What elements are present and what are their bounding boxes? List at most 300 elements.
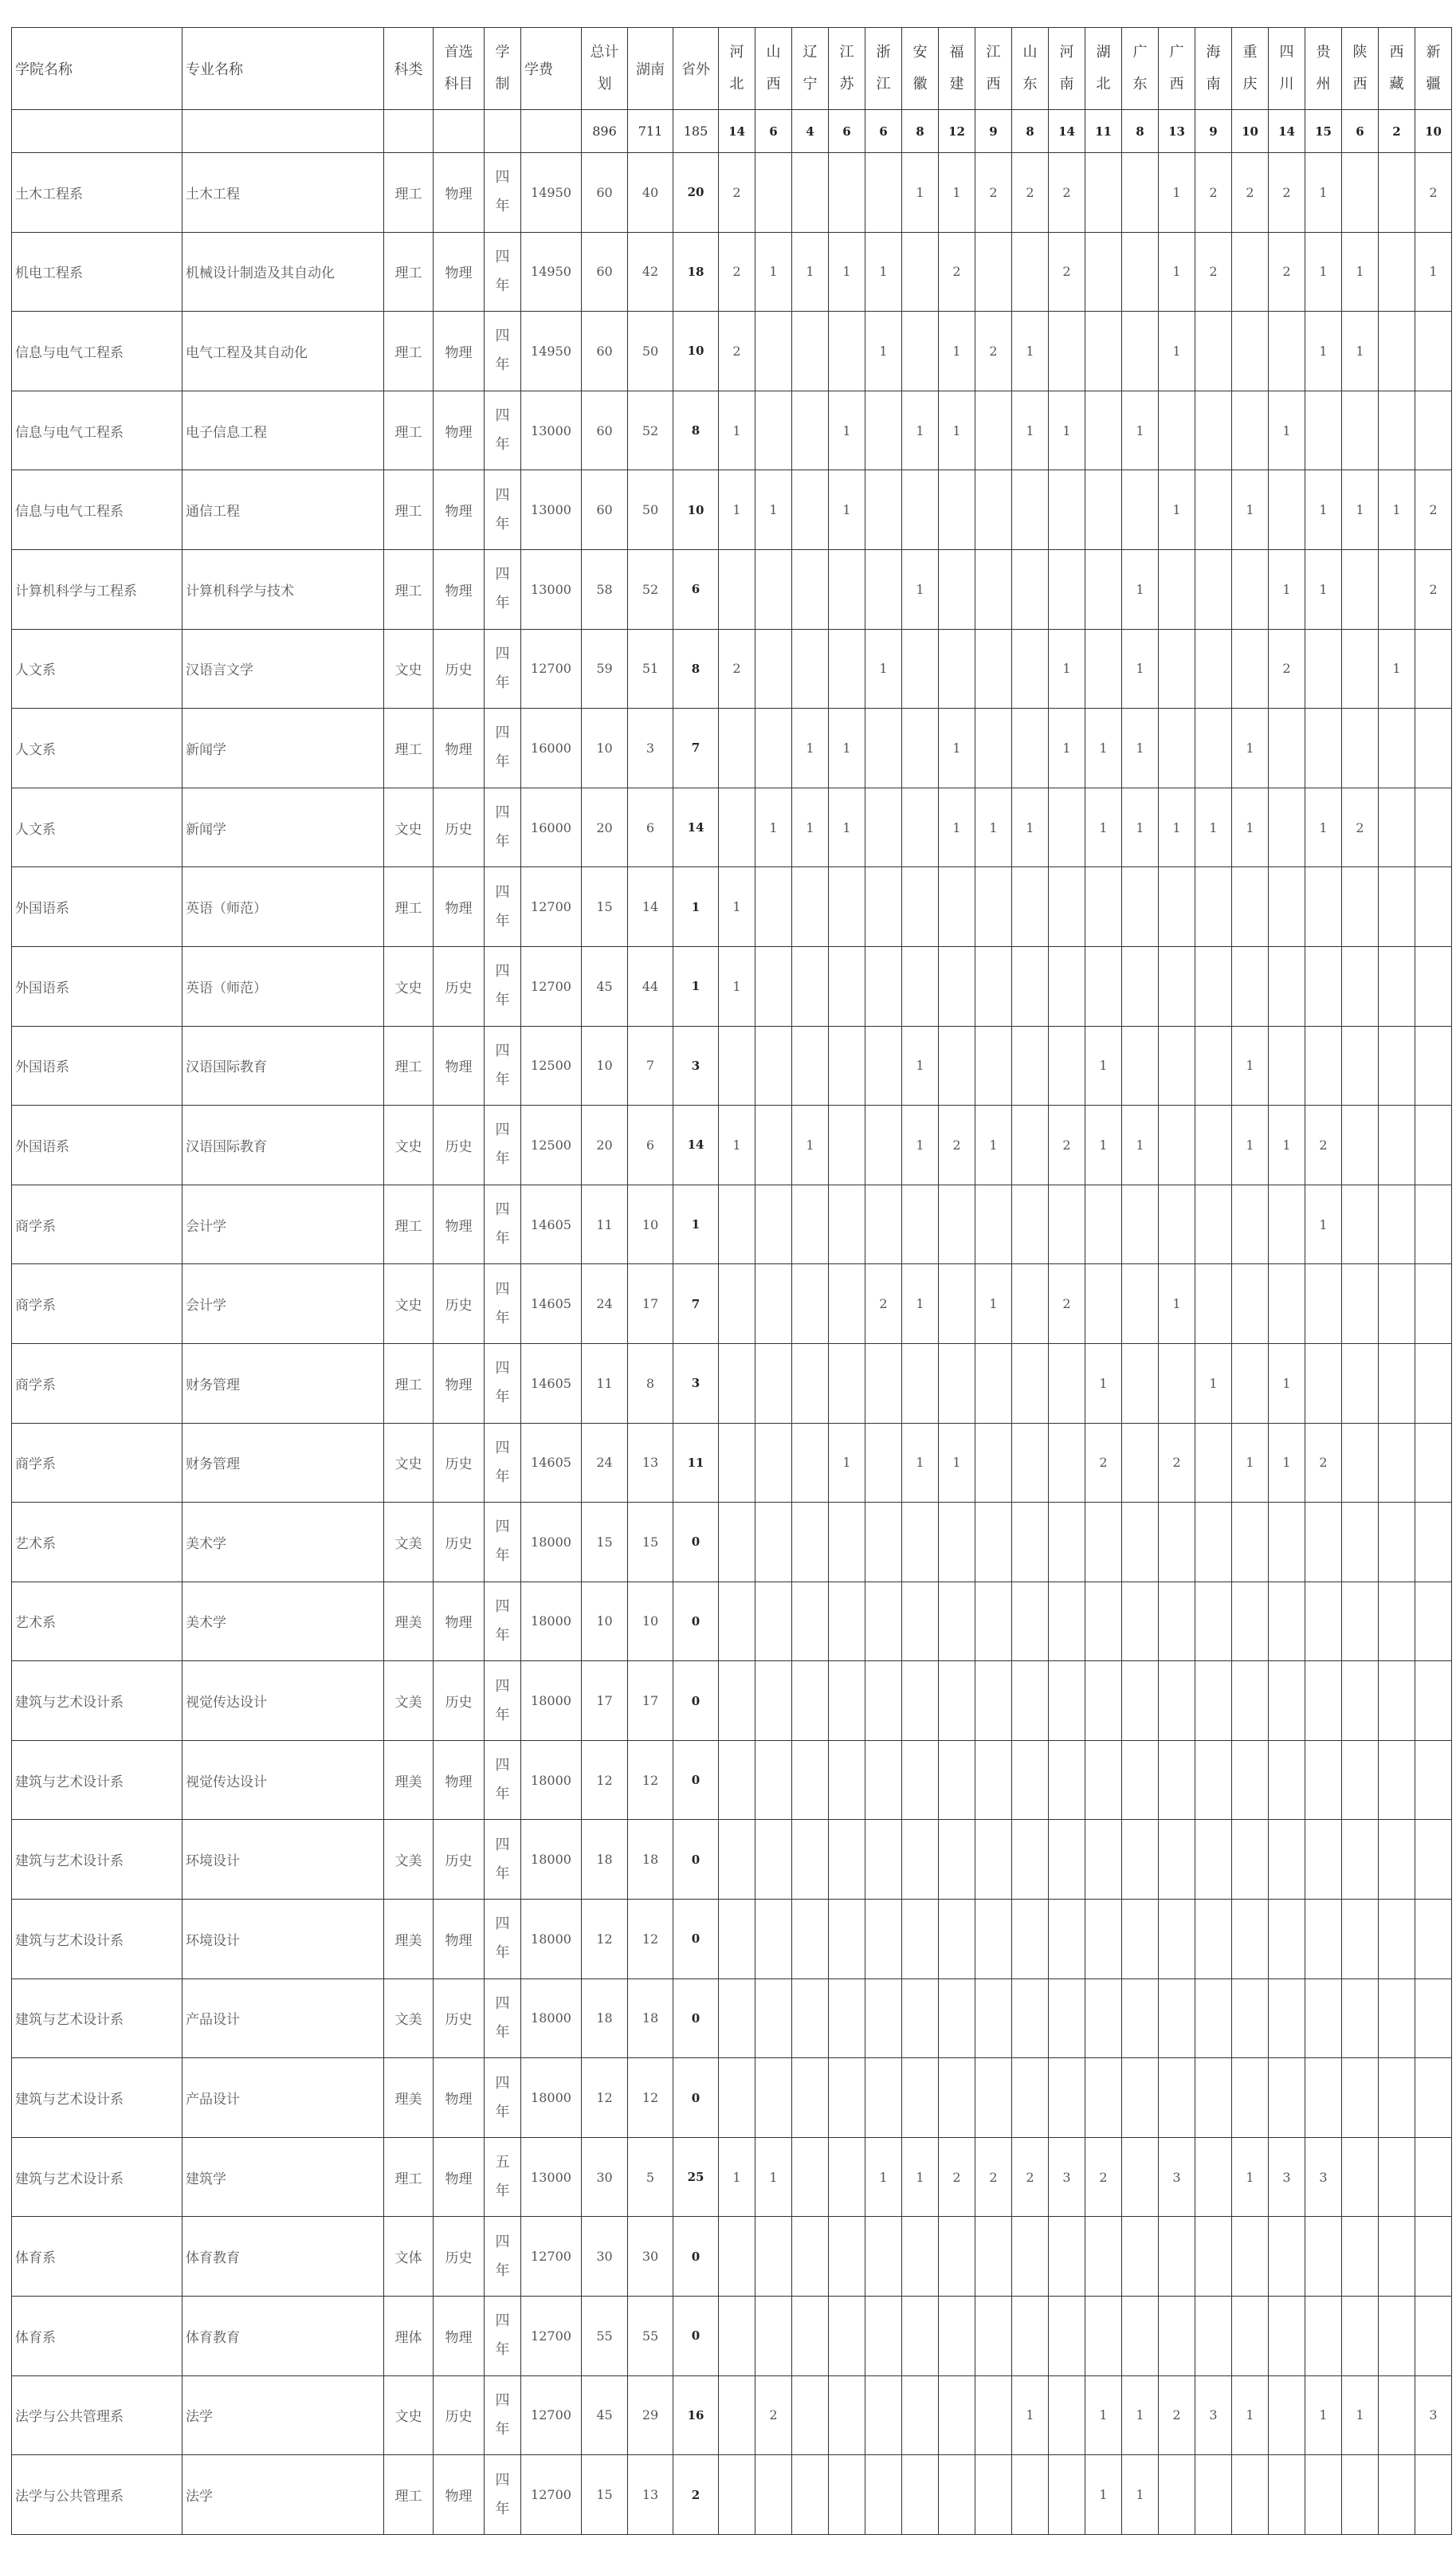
province-cell <box>865 1185 902 1264</box>
fee-cell: 12500 <box>521 1106 582 1185</box>
province-cell: 2 <box>1195 153 1232 233</box>
hunan-cell: 12 <box>628 2058 673 2138</box>
province-cell <box>1122 470 1159 550</box>
subject-cell: 物理 <box>434 2297 485 2376</box>
province-cell: 1 <box>1159 1264 1195 1344</box>
province-cell: 1 <box>755 2137 792 2217</box>
province-char: 建 <box>949 76 964 92</box>
province-cell <box>792 2375 829 2455</box>
province-cell <box>1379 1582 1415 1661</box>
province-cell <box>865 1820 902 1900</box>
province-cell <box>1342 946 1379 1026</box>
province-cell <box>939 2217 975 2297</box>
province-cell: 1 <box>1415 232 1452 312</box>
subject-cell: 历史 <box>434 1264 485 1344</box>
province-total: 12 <box>939 110 975 153</box>
hunan-cell: 3 <box>628 709 673 788</box>
major-cell: 英语（师范） <box>182 867 384 947</box>
province-cell <box>1122 867 1159 947</box>
total-cell: 12 <box>582 1740 628 1820</box>
hunan-cell: 29 <box>628 2375 673 2455</box>
province-cell <box>1012 709 1049 788</box>
province-cell <box>1159 1661 1195 1741</box>
province-header <box>829 28 865 110</box>
subject-header-line2: 科目 <box>444 76 473 92</box>
province-cell <box>1122 1423 1159 1503</box>
major-cell: 美术学 <box>182 1582 384 1661</box>
duration-cell <box>485 312 521 391</box>
province-cell <box>939 1661 975 1741</box>
province-cell <box>1122 312 1159 391</box>
college-cell: 建筑与艺术设计系 <box>12 1740 182 1820</box>
province-cell <box>1342 1343 1379 1423</box>
province-cell: 2 <box>975 2137 1012 2217</box>
major-cell: 会计学 <box>182 1185 384 1264</box>
province-cell <box>1305 1820 1342 1900</box>
major-cell: 土木工程 <box>182 153 384 233</box>
province-cell <box>1195 1740 1232 1820</box>
hunan-cell: 10 <box>628 1582 673 1661</box>
province-cell <box>755 1026 792 1106</box>
province-cell <box>719 1740 755 1820</box>
duration-char: 四 <box>495 328 510 345</box>
province-char: 浙 <box>876 44 891 61</box>
major-cell: 产品设计 <box>182 2058 384 2138</box>
college-cell: 商学系 <box>12 1423 182 1503</box>
province-cell <box>755 1423 792 1503</box>
province-cell <box>1269 946 1305 1026</box>
province-cell <box>939 1582 975 1661</box>
duration-char: 四 <box>495 248 510 265</box>
province-cell <box>865 2217 902 2297</box>
province-cell <box>1232 1740 1269 1820</box>
province-cell: 2 <box>1159 2375 1195 2455</box>
province-char: 陕 <box>1352 44 1368 61</box>
province-cell <box>1269 1264 1305 1344</box>
category-cell: 理工 <box>384 1026 434 1106</box>
province-cell <box>865 470 902 550</box>
province-cell <box>1342 1900 1379 1979</box>
province-cell: 1 <box>939 312 975 391</box>
province-cell: 3 <box>1195 2375 1232 2455</box>
province-cell <box>1195 1820 1232 1900</box>
province-cell <box>1122 2137 1159 2217</box>
province-header <box>1232 28 1269 110</box>
college-cell: 建筑与艺术设计系 <box>12 1978 182 2058</box>
table-row <box>12 1900 1452 1979</box>
hunan-cell: 6 <box>628 788 673 867</box>
province-cell <box>1305 2455 1342 2535</box>
province-cell: 1 <box>1159 788 1195 867</box>
province-cell <box>1379 1900 1415 1979</box>
province-cell: 1 <box>902 153 939 233</box>
duration-char: 四 <box>495 963 510 980</box>
province-cell <box>1342 629 1379 709</box>
province-cell <box>829 1185 865 1264</box>
hunan-cell: 6 <box>628 1106 673 1185</box>
province-cell <box>865 2375 902 2455</box>
province-cell <box>1159 1106 1195 1185</box>
province-cell <box>1012 2058 1049 2138</box>
province-cell <box>829 2375 865 2455</box>
province-cell <box>719 2217 755 2297</box>
province-cell <box>902 867 939 947</box>
province-cell: 1 <box>1085 2455 1122 2535</box>
table-row <box>12 1661 1452 1741</box>
province-cell <box>829 867 865 947</box>
province-cell: 1 <box>902 549 939 629</box>
province-cell <box>902 2375 939 2455</box>
province-cell <box>1232 1978 1269 2058</box>
major-cell: 法学 <box>182 2455 384 2535</box>
province-cell <box>1342 153 1379 233</box>
province-cell: 1 <box>1012 2375 1049 2455</box>
province-cell <box>1342 2297 1379 2376</box>
province-cell <box>939 2375 975 2455</box>
duration-char: 四 <box>495 725 510 742</box>
category-cell: 文美 <box>384 1978 434 2058</box>
outside-cell: 0 <box>673 1978 719 2058</box>
province-cell <box>1012 1423 1049 1503</box>
province-cell <box>1159 1185 1195 1264</box>
province-cell <box>1122 1264 1159 1344</box>
province-cell: 1 <box>1049 629 1085 709</box>
province-cell <box>1269 1978 1305 2058</box>
subject-cell: 物理 <box>434 1740 485 1820</box>
total-header-line1: 总计 <box>590 44 619 61</box>
province-cell: 1 <box>865 629 902 709</box>
province-cell: 3 <box>1415 2375 1452 2455</box>
province-cell <box>975 946 1012 1026</box>
province-cell <box>1012 1185 1049 1264</box>
province-cell <box>902 2455 939 2535</box>
duration-cell <box>485 2375 521 2455</box>
province-cell <box>792 946 829 1026</box>
total-header-line2: 划 <box>597 76 612 92</box>
fee-cell: 14605 <box>521 1423 582 1503</box>
province-cell <box>1085 1661 1122 1741</box>
province-cell <box>1012 232 1049 312</box>
province-cell <box>1232 1264 1269 1344</box>
duration-cell <box>485 629 521 709</box>
province-cell: 2 <box>1085 1423 1122 1503</box>
total-header <box>582 28 628 110</box>
total-cell: 10 <box>582 1582 628 1661</box>
province-cell: 1 <box>1159 470 1195 550</box>
province-cell <box>1049 788 1085 867</box>
province-total: 11 <box>1085 110 1122 153</box>
province-cell <box>1305 2058 1342 2138</box>
duration-char: 年 <box>495 1547 510 1565</box>
empty-cell <box>12 110 182 153</box>
province-cell <box>1232 1503 1269 1582</box>
duration-char: 年 <box>495 1865 510 1882</box>
province-cell <box>1195 1978 1232 2058</box>
province-char: 东 <box>1022 76 1038 92</box>
duration-cell <box>485 1978 521 2058</box>
province-cell <box>1269 788 1305 867</box>
hunan-cell: 13 <box>628 2455 673 2535</box>
category-cell: 理美 <box>384 1900 434 1979</box>
college-cell: 人文系 <box>12 629 182 709</box>
province-cell <box>1379 1185 1415 1264</box>
province-cell: 1 <box>1232 1106 1269 1185</box>
fee-cell: 14950 <box>521 153 582 233</box>
duration-char: 年 <box>495 1309 510 1326</box>
province-cell: 1 <box>719 867 755 947</box>
province-cell: 1 <box>1305 2375 1342 2455</box>
province-cell <box>975 1185 1012 1264</box>
province-cell <box>829 1900 865 1979</box>
province-cell <box>829 1661 865 1741</box>
duration-cell <box>485 1264 521 1344</box>
outside-cell: 8 <box>673 629 719 709</box>
duration-char: 四 <box>495 2233 510 2250</box>
province-cell <box>1415 867 1452 947</box>
major-cell: 机械设计制造及其自动化 <box>182 232 384 312</box>
total-cell: 18 <box>582 1820 628 1900</box>
province-cell <box>719 549 755 629</box>
province-cell <box>1159 709 1195 788</box>
province-cell <box>1012 629 1049 709</box>
province-cell <box>1195 470 1232 550</box>
province-cell <box>1085 1820 1122 1900</box>
province-cell <box>1159 1900 1195 1979</box>
province-cell: 1 <box>1085 709 1122 788</box>
province-cell <box>1159 867 1195 947</box>
province-char: 江 <box>839 44 854 61</box>
table-row <box>12 2058 1452 2138</box>
major-cell: 体育教育 <box>182 2217 384 2297</box>
province-cell <box>975 1582 1012 1661</box>
province-cell: 1 <box>1305 470 1342 550</box>
province-cell: 1 <box>1342 470 1379 550</box>
hunan-cell: 44 <box>628 946 673 1026</box>
province-cell <box>1379 946 1415 1026</box>
duration-char: 年 <box>495 833 510 851</box>
duration-header <box>485 28 521 110</box>
college-cell: 人文系 <box>12 709 182 788</box>
province-cell <box>755 153 792 233</box>
table-row <box>12 1740 1452 1820</box>
province-cell <box>755 549 792 629</box>
province-cell <box>1379 1503 1415 1582</box>
province-cell <box>975 629 1012 709</box>
total-cell: 60 <box>582 232 628 312</box>
total-cell: 17 <box>582 1661 628 1741</box>
province-cell: 1 <box>1379 470 1415 550</box>
province-cell: 2 <box>975 312 1012 391</box>
province-cell <box>1232 391 1269 470</box>
duration-char: 四 <box>495 1916 510 1933</box>
duration-cell <box>485 788 521 867</box>
total-cell: 24 <box>582 1264 628 1344</box>
province-cell <box>1085 2297 1122 2376</box>
province-cell <box>1379 232 1415 312</box>
province-cell <box>1342 867 1379 947</box>
province-cell <box>1159 2455 1195 2535</box>
province-cell <box>865 1740 902 1820</box>
college-cell: 体育系 <box>12 2297 182 2376</box>
province-cell <box>1379 2058 1415 2138</box>
college-cell: 艺术系 <box>12 1582 182 1661</box>
province-char: 江 <box>986 44 1001 61</box>
province-cell <box>719 1343 755 1423</box>
major-cell: 英语（师范） <box>182 946 384 1026</box>
province-char: 安 <box>912 44 928 61</box>
fee-cell: 13000 <box>521 549 582 629</box>
hunan-cell: 55 <box>628 2297 673 2376</box>
outside-cell: 0 <box>673 1661 719 1741</box>
subject-cell: 物理 <box>434 1582 485 1661</box>
province-cell <box>1012 1503 1049 1582</box>
outside-cell: 0 <box>673 2217 719 2297</box>
subject-cell: 历史 <box>434 946 485 1026</box>
grand-total: 896 <box>582 110 628 153</box>
province-cell: 1 <box>1269 1423 1305 1503</box>
province-total: 15 <box>1305 110 1342 153</box>
major-cell: 视觉传达设计 <box>182 1661 384 1741</box>
province-cell <box>939 629 975 709</box>
province-cell <box>1195 2137 1232 2217</box>
total-cell: 55 <box>582 2297 628 2376</box>
province-cell: 1 <box>1122 2375 1159 2455</box>
province-cell <box>1122 153 1159 233</box>
province-cell: 1 <box>902 391 939 470</box>
province-cell <box>1342 2058 1379 2138</box>
duration-cell <box>485 1582 521 1661</box>
province-cell <box>1049 867 1085 947</box>
province-cell: 1 <box>865 312 902 391</box>
province-cell <box>1379 1264 1415 1344</box>
province-cell <box>939 867 975 947</box>
province-cell <box>1085 1978 1122 2058</box>
province-cell <box>1342 1106 1379 1185</box>
fee-cell: 18000 <box>521 1582 582 1661</box>
duration-char: 年 <box>495 753 510 771</box>
category-cell: 理美 <box>384 2058 434 2138</box>
province-cell: 1 <box>1342 2375 1379 2455</box>
total-cell: 11 <box>582 1343 628 1423</box>
hunan-cell: 17 <box>628 1264 673 1344</box>
province-cell <box>1379 549 1415 629</box>
province-cell <box>939 1343 975 1423</box>
fee-cell: 14950 <box>521 312 582 391</box>
province-char: 西 <box>1169 76 1184 92</box>
province-cell <box>1342 1661 1379 1741</box>
province-cell <box>1122 1343 1159 1423</box>
college-cell: 商学系 <box>12 1343 182 1423</box>
province-cell <box>975 1820 1012 1900</box>
hunan-cell: 50 <box>628 312 673 391</box>
table-row <box>12 629 1452 709</box>
province-cell: 1 <box>1232 1026 1269 1106</box>
duration-char: 年 <box>495 1150 510 1168</box>
province-total: 6 <box>865 110 902 153</box>
province-header <box>865 28 902 110</box>
empty-cell <box>384 110 434 153</box>
fee-cell: 18000 <box>521 1503 582 1582</box>
province-cell <box>939 946 975 1026</box>
duration-char: 年 <box>495 1071 510 1088</box>
subject-cell: 物理 <box>434 867 485 947</box>
fee-cell: 18000 <box>521 1900 582 1979</box>
province-cell: 1 <box>939 153 975 233</box>
province-cell <box>1342 1423 1379 1503</box>
province-cell: 1 <box>1305 1185 1342 1264</box>
province-total: 8 <box>1012 110 1049 153</box>
province-cell <box>719 2455 755 2535</box>
outside-cell: 3 <box>673 1343 719 1423</box>
outside-cell: 14 <box>673 788 719 867</box>
province-cell <box>939 1900 975 1979</box>
province-cell <box>1269 2375 1305 2455</box>
province-cell <box>902 1343 939 1423</box>
province-cell <box>1195 1582 1232 1661</box>
province-cell: 1 <box>1122 1106 1159 1185</box>
province-cell <box>1232 867 1269 947</box>
province-cell: 1 <box>1232 470 1269 550</box>
province-cell: 1 <box>1122 629 1159 709</box>
province-cell <box>1195 1503 1232 1582</box>
province-cell <box>1049 2217 1085 2297</box>
hunan-cell: 18 <box>628 1978 673 2058</box>
duration-char: 年 <box>495 2420 510 2438</box>
province-cell <box>719 1978 755 2058</box>
province-cell: 1 <box>1379 629 1415 709</box>
province-cell <box>1159 1503 1195 1582</box>
outside-cell: 8 <box>673 391 719 470</box>
college-cell: 体育系 <box>12 2217 182 2297</box>
province-char: 徽 <box>912 76 928 92</box>
province-cell <box>1379 2137 1415 2217</box>
table-row <box>12 1264 1452 1344</box>
hunan-cell: 8 <box>628 1343 673 1423</box>
province-total: 13 <box>1159 110 1195 153</box>
province-header <box>719 28 755 110</box>
college-cell: 外国语系 <box>12 1106 182 1185</box>
province-cell <box>1415 629 1452 709</box>
province-cell <box>1195 1661 1232 1741</box>
province-cell <box>1232 2455 1269 2535</box>
major-cell: 体育教育 <box>182 2297 384 2376</box>
province-cell <box>1379 867 1415 947</box>
hunan-cell: 51 <box>628 629 673 709</box>
province-cell <box>1195 391 1232 470</box>
province-cell <box>939 1740 975 1820</box>
province-cell: 1 <box>1305 788 1342 867</box>
province-total: 6 <box>755 110 792 153</box>
province-cell <box>829 946 865 1026</box>
major-cell: 环境设计 <box>182 1820 384 1900</box>
province-cell <box>1085 1582 1122 1661</box>
province-cell <box>829 153 865 233</box>
province-cell <box>865 2455 902 2535</box>
college-cell: 建筑与艺术设计系 <box>12 1900 182 1979</box>
province-cell <box>755 2217 792 2297</box>
province-cell <box>1159 2297 1195 2376</box>
province-cell <box>1415 2137 1452 2217</box>
province-cell <box>1049 1026 1085 1106</box>
province-cell: 1 <box>1305 549 1342 629</box>
province-cell: 1 <box>1085 1026 1122 1106</box>
province-cell <box>1269 1900 1305 1979</box>
hunan-cell: 17 <box>628 1661 673 1741</box>
province-total: 10 <box>1232 110 1269 153</box>
province-header <box>1159 28 1195 110</box>
province-cell: 1 <box>1195 788 1232 867</box>
province-cell: 1 <box>1232 2375 1269 2455</box>
